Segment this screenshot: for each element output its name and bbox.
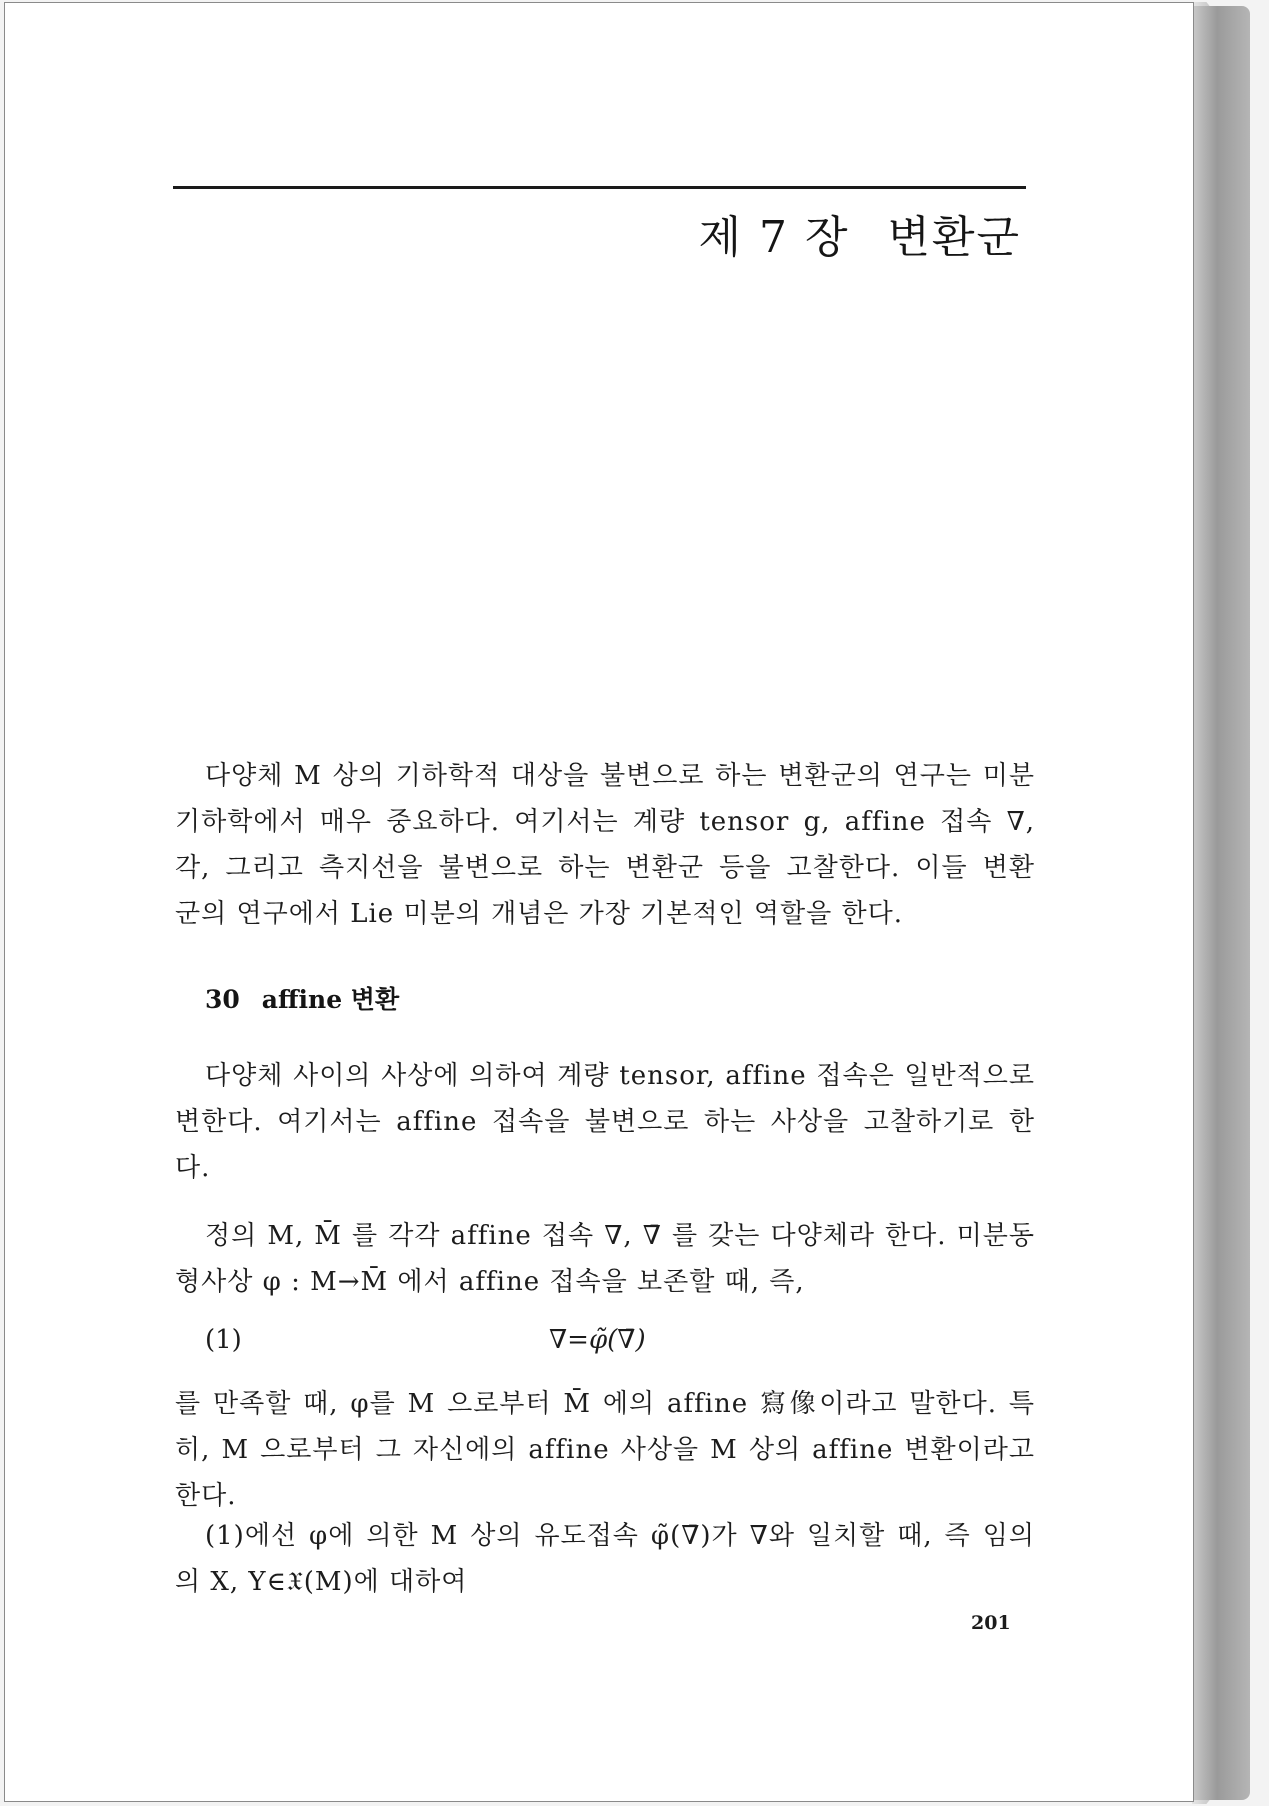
remark-line: 의 X, Y∈𝔛(M)에 대하여 [175,1567,468,1597]
definition-line: 정의 M, M̄ 를 각각 affine 접속 ∇, ∇̄ 를 갖는 다양체라 한다. 미분동 [205,1221,1035,1251]
chapter-subtitle: 변환군 [887,212,1021,263]
section-heading [205,980,399,1016]
book-page [4,2,1194,1802]
equation-number: (1) [205,1325,242,1355]
after-equation-line: 히, M 으로부터 그 자신에의 affine 사상을 M 상의 affine 변환이라고 [175,1435,1035,1465]
after-equation-line: 를 만족할 때, φ를 M 으로부터 M̄ 에의 affine 寫像이라고 말한다. 특 [175,1389,1035,1419]
section-intro-line: 다. [175,1153,211,1183]
intro-line: 군의 연구에서 Lie 미분의 개념은 가장 기본적인 역할을 한다. [175,899,904,929]
remark-paragraph [175,1513,1035,1605]
section-intro-line: 다양체 사이의 사상에 의하여 계량 tensor, affine 접속은 일반적으로 [205,1061,1035,1091]
equation-row [205,1325,805,1365]
after-equation-line: 한다. [175,1481,237,1511]
section-number: 30 [205,985,240,1014]
definition-paragraph [175,1213,1035,1305]
after-equation-paragraph [175,1381,1035,1519]
intro-paragraph [175,753,1035,937]
page-spine [1190,6,1250,1800]
definition-line: 형사상 φ : M→M̄ 에서 affine 접속을 보존할 때, 즉, [175,1267,805,1297]
remark-line: (1)에선 φ에 의한 M 상의 유도접속 φ̃(∇̄)가 ∇와 일치할 때, 즉 임의 [205,1521,1035,1551]
section-intro-paragraph [175,1053,1035,1191]
chapter-title [699,201,1022,265]
page-number: 201 [971,1612,1011,1634]
chapter-number: 제 7 장 [698,212,850,263]
equation-formula: ∇=φ̃(∇̄) [549,1325,646,1355]
section-intro-line: 변한다. 여기서는 affine 접속을 불변으로 하는 사상을 고찰하기로 한 [175,1107,1035,1137]
section-title: affine 변환 [261,985,400,1014]
chapter-rule [173,186,1026,189]
intro-line: 기하학에서 매우 중요하다. 여기서는 계량 tensor g, affine 접속 ∇, [175,807,1035,837]
intro-line: 각, 그리고 측지선을 불변으로 하는 변환군 등을 고찰한다. 이들 변환 [175,853,1035,883]
intro-line: 다양체 M 상의 기하학적 대상을 불변으로 하는 변환군의 연구는 미분 [205,761,1035,791]
